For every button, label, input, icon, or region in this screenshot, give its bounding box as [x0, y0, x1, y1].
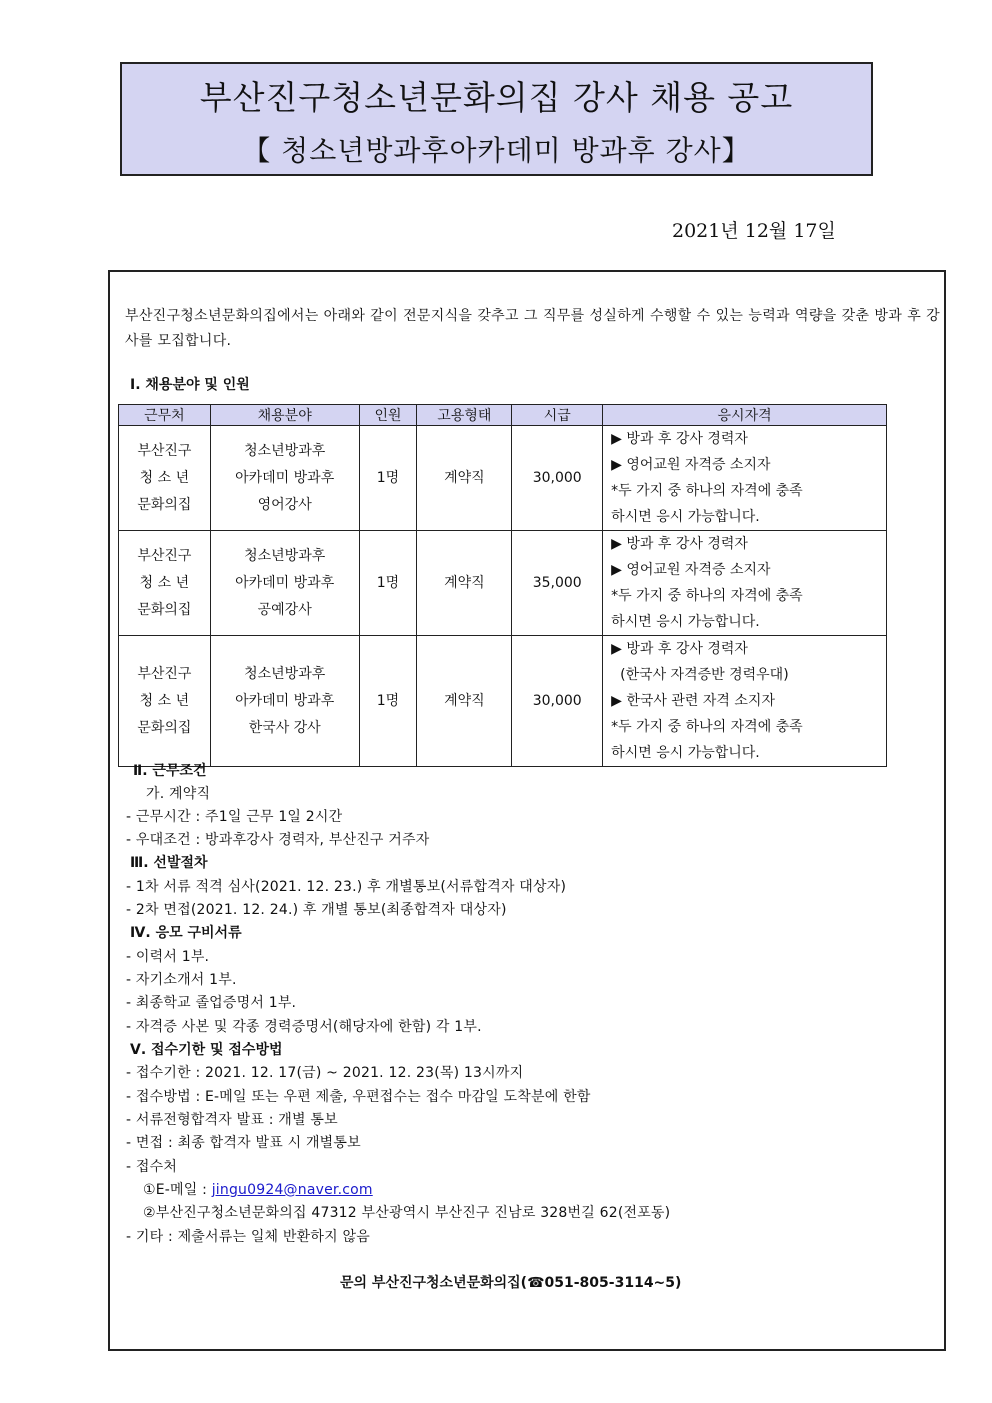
qual-line: ▶ 방과 후 강사 경력자: [611, 536, 748, 552]
page-title: 부산진구청소년문화의집 강사 채용 공고: [199, 78, 794, 117]
cell-type: 계약직: [417, 636, 512, 767]
table-row: [119, 426, 887, 531]
workplace-line: 청 소 년: [139, 692, 190, 709]
procedure-line: - 1차 서류 적격 심사(2021. 12. 23.) 후 개별통보(서류합격자 대상자): [126, 879, 567, 895]
section-5-title: Ⅴ. 접수기한 및 접수방법: [130, 1042, 283, 1058]
qual-line: ▶ 한국사 관련 자격 소지자: [611, 693, 775, 709]
cell-qualification: [603, 426, 887, 531]
qual-line: *두 가지 중 하나의 자격에 충족: [611, 719, 803, 735]
document-line: - 자격증 사본 및 각종 경력증명서(해당자에 한함) 각 1부.: [126, 1019, 482, 1035]
workplace-line: 문화의집: [137, 719, 192, 736]
field-line: 아카데미 방과후: [235, 692, 335, 709]
table-row: [119, 531, 887, 636]
workplace-line: 문화의집: [137, 601, 192, 618]
submission-line: - 접수처: [126, 1159, 178, 1175]
workplace-line: 청 소 년: [139, 469, 190, 486]
header-wage: 시급: [512, 405, 603, 426]
cell-wage: 30,000: [512, 636, 603, 767]
field-line: 한국사 강사: [248, 719, 321, 736]
document-line: - 자기소개서 1부.: [126, 972, 237, 988]
cell-count: 1명: [359, 531, 417, 636]
cell-count: 1명: [359, 426, 417, 531]
section-2-title: Ⅱ. 근무조건: [133, 763, 207, 779]
procedure-line: - 2차 면접(2021. 12. 24.) 후 개별 통보(최종합격자 대상자): [126, 902, 507, 918]
qual-line: 하시면 응시 가능합니다.: [611, 745, 760, 761]
page-subtitle: 【 청소년방과후아카데미 방과후 강사】: [242, 134, 751, 167]
workplace-line: 부산진구: [137, 547, 192, 564]
cell-wage: 30,000: [512, 426, 603, 531]
submission-line: - 접수기한 : 2021. 12. 17(금) ~ 2021. 12. 23(목) 13시까지: [126, 1065, 524, 1081]
qual-line: ▶ 방과 후 강사 경력자: [611, 641, 748, 657]
cell-field: [210, 426, 359, 531]
workplace-line: 부산진구: [137, 442, 192, 459]
workplace-line: 부산진구: [137, 665, 192, 682]
cell-count: 1명: [359, 636, 417, 767]
qual-line: *두 가지 중 하나의 자격에 충족: [611, 483, 803, 499]
qual-line: *두 가지 중 하나의 자격에 충족: [611, 588, 803, 604]
table-row: [119, 636, 887, 767]
recruit-table: [118, 404, 887, 767]
cell-wage: 35,000: [512, 531, 603, 636]
etc-line: - 기타 : 제출서류는 일체 반환하지 않음: [126, 1229, 370, 1245]
header-type: 고용형태: [417, 405, 512, 426]
cell-type: 계약직: [417, 426, 512, 531]
document-line: - 최종학교 졸업증명서 1부.: [126, 995, 297, 1011]
submission-line: - 서류전형합격자 발표 : 개별 통보: [126, 1112, 338, 1128]
cell-field: [210, 531, 359, 636]
field-line: 아카데미 방과후: [235, 574, 335, 591]
field-line: 아카데미 방과후: [235, 469, 335, 486]
qual-line: 하시면 응시 가능합니다.: [611, 614, 760, 630]
qual-line: ▶ 방과 후 강사 경력자: [611, 431, 748, 447]
section-4-title: Ⅳ. 응모 구비서류: [130, 925, 242, 941]
qual-line: (한국사 자격증반 경력우대): [611, 667, 789, 683]
document-line: - 이력서 1부.: [126, 949, 210, 965]
notice-date: 2021년 12월 17일: [672, 220, 836, 242]
qual-line: ▶ 영어교원 자격증 소지자: [611, 457, 771, 473]
condition-line: 가. 계약직: [146, 786, 211, 802]
header-qualification: 응시자격: [603, 405, 887, 426]
email-line: [143, 1179, 373, 1199]
section-1-title: Ⅰ. 채용분야 및 인원: [130, 377, 250, 393]
field-line: 청소년방과후: [244, 665, 326, 682]
address-line: ②부산진구청소년문화의집 47312 부산광역시 부산진구 진남로 328번길 62(전포동): [143, 1205, 671, 1221]
cell-qualification: [603, 636, 887, 767]
submission-line: - 면접 : 최종 합격자 발표 시 개별통보: [126, 1135, 361, 1151]
title-box: [120, 62, 873, 176]
intro-text: 부산진구청소년문화의집에서는 아래와 같이 전문지식을 갖추고 그 직무를 성실하게 수행할 수 있는 능력과 역량을 갖춘 방과 후 강사를 모집합니다.: [125, 308, 940, 349]
qual-line: 하시면 응시 가능합니다.: [611, 509, 760, 525]
field-line: 영어강사: [257, 496, 312, 513]
submission-line: - 접수방법 : E-메일 또는 우편 제출, 우편접수는 접수 마감일 도착분에 한함: [126, 1089, 591, 1105]
condition-line: - 근무시간 : 주1일 근무 1일 2시간: [126, 809, 343, 825]
header-workplace: 근무처: [119, 405, 211, 426]
header-field: 채용분야: [210, 405, 359, 426]
section-3-title: Ⅲ. 선발절차: [130, 855, 208, 871]
cell-type: 계약직: [417, 531, 512, 636]
workplace-line: 청 소 년: [139, 574, 190, 591]
cell-field: [210, 636, 359, 767]
cell-workplace: [119, 531, 211, 636]
cell-workplace: [119, 426, 211, 531]
workplace-line: 문화의집: [137, 496, 192, 513]
field-line: 청소년방과후: [244, 547, 326, 564]
header-count: 인원: [359, 405, 417, 426]
cell-qualification: [603, 531, 887, 636]
email-link[interactable]: jingu0924@naver.com: [211, 1182, 373, 1198]
table-header-row: [119, 405, 887, 426]
field-line: 청소년방과후: [244, 442, 326, 459]
condition-line: - 우대조건 : 방과후강사 경력자, 부산진구 거주자: [126, 832, 430, 848]
field-line: 공예강사: [257, 601, 312, 618]
qual-line: ▶ 영어교원 자격증 소지자: [611, 562, 771, 578]
contact-info: 문의 부산진구청소년문화의집(☎051-805-3114~5): [340, 1275, 682, 1291]
cell-workplace: [119, 636, 211, 767]
email-label: ①E-메일 :: [143, 1182, 212, 1198]
